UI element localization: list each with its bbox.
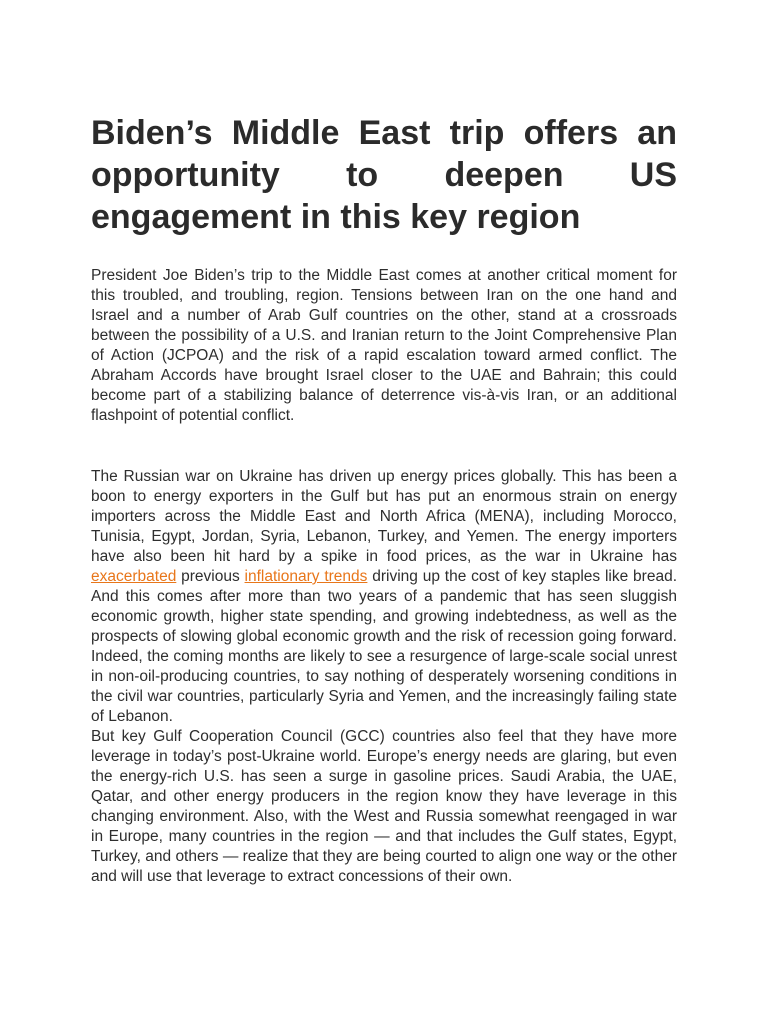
- paragraph-2-text-end: driving up the cost of key staples like bread. And this comes after more than two years of a pandemic that has seen sluggish economic growth, higher state spending, and growing indebtedness, as well as the prospects of slowing global economic growth and the risk of recession going forward. Indeed, the coming months are likely to see a resurgence of large-scale social unrest in non-oil-producing countries, to say nothing of desperately worsening conditions in the civil war countries, particularly Syria and Yemen, and the increasingly failing state of Lebanon.: [91, 568, 678, 725]
- paragraph-2-text-start: The Russian war on Ukraine has driven up energy prices globally. This has been a boon to energy exporters in the Gulf but has put an enormous strain on energy importers across the Middle East and North Africa (MENA), including Morocco, Tunisia, Egypt, Jordan, Syria, Lebanon, Turkey, and Yemen. The energy importers have also been hit hard by a spike in food prices, as the war in Ukraine has: [91, 468, 677, 565]
- inflationary-trends-link[interactable]: inflationary trends: [244, 568, 368, 585]
- paragraph-2: [91, 467, 677, 727]
- article-body: [91, 112, 677, 887]
- exacerbated-link[interactable]: exacerbated: [91, 568, 177, 585]
- paragraph-3: But key Gulf Cooperation Council (GCC) countries also feel that they have more leverage in today’s post-Ukraine world. Europe’s energy needs are glaring, but even the energy-rich U.S. has seen a surge in gasoline prices. Saudi Arabia, the UAE, Qatar, and other energy producers in the region know they have leverage in this changing environment. Also, with the West and Russia somewhat reengaged in war in Europe, many countries in the region — and that includes the Gulf states, Egypt, Turkey, and others — realize that they are being courted to align one way or the other and will use that leverage to extract concessions of their own.: [91, 728, 677, 885]
- paragraph-1: President Joe Biden’s trip to the Middle East comes at another critical moment for this troubled, and troubling, region. Tensions between Iran on the one hand and Israel and a number of Arab Gulf countries on the other, stand at a crossroads between the possibility of a U.S. and Iranian return to the Joint Comprehensive Plan of Action (JCPOA) and the risk of a rapid escalation toward armed conflict. The Abraham Accords have brought Israel closer to the UAE and Bahrain; this could become part of a stabilizing balance of deterrence vis-à-vis Iran, or an additional flashpoint of potential conflict.: [91, 267, 677, 424]
- article-title: Biden’s Middle East trip offers an opportunity to deepen US engagement in this key region: [91, 114, 677, 236]
- paragraph-2-text-middle: previous: [176, 568, 245, 585]
